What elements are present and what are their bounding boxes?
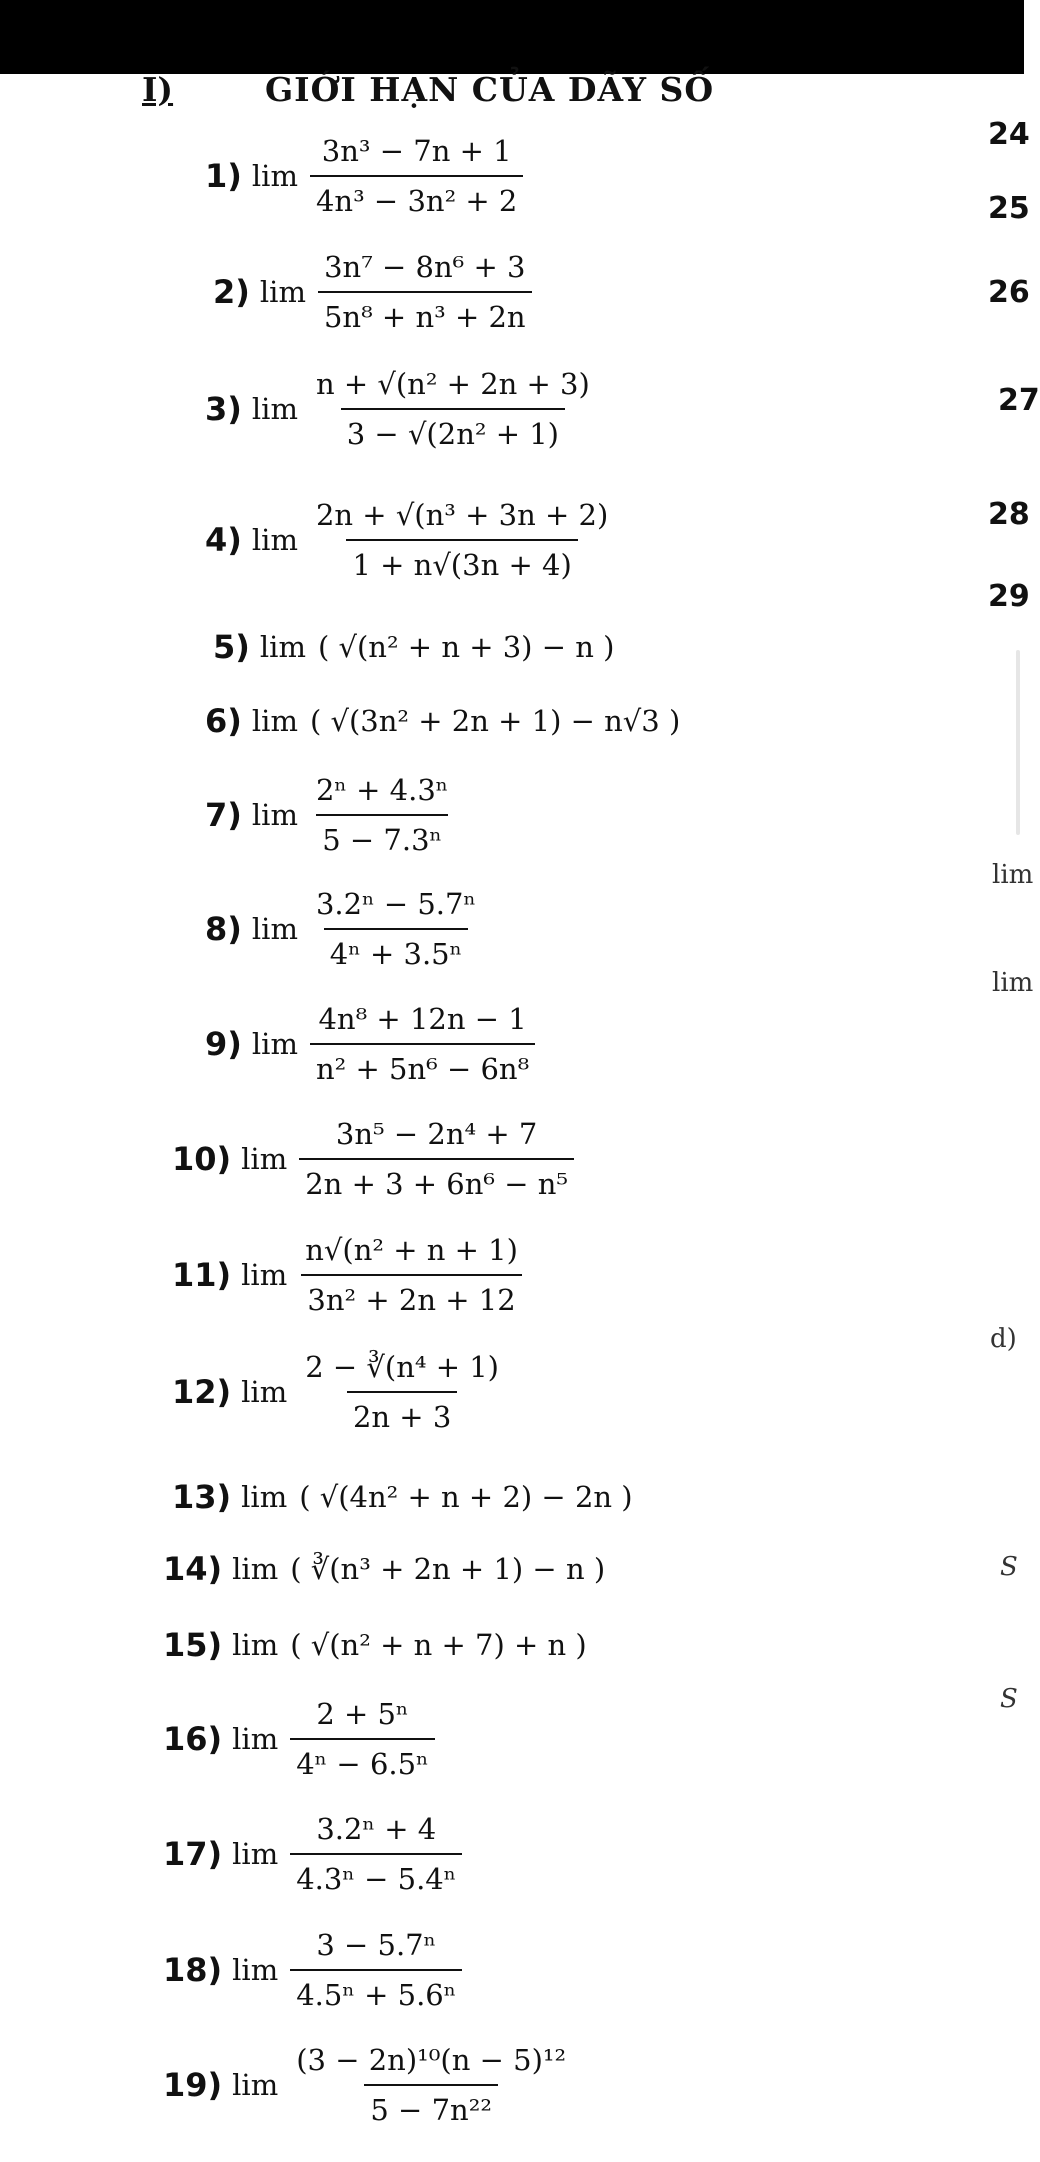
lim-label: lim [251,704,298,738]
problem-number: 2) [213,273,250,311]
numerator: 2n + √(n³ + 3n + 2) [315,498,609,532]
problem-number: 6) [205,702,242,740]
fraction [318,250,532,334]
section-number: I) [142,70,174,109]
fraction [310,367,596,451]
problem-13 [172,1478,633,1516]
problem-number: 8) [205,910,242,948]
top-bar [0,0,1024,74]
fraction [310,498,614,582]
denominator: 1 + n√(3n + 4) [346,539,577,582]
lim-label: lim [232,1552,279,1586]
side-label-d: d) [990,1324,1017,1354]
denominator: 4.5ⁿ + 5.6ⁿ [290,1969,462,2012]
expression: ( √(4n² + n + 2) − 2n ) [299,1480,633,1514]
denominator: 2n + 3 [347,1391,457,1434]
side-lim-a: lim [992,860,1034,890]
problem-7 [205,773,454,857]
denominator: 5 − 7n²² [364,2084,498,2127]
problem-number: 18) [163,1951,223,1989]
problem-number: 4) [205,521,242,559]
denominator: 4ⁿ − 6.5ⁿ [290,1738,434,1781]
lim-label: lim [259,630,306,664]
problem-number: 13) [172,1478,232,1516]
denominator: 4n³ − 3n² + 2 [310,175,523,218]
expression: ( √(3n² + 2n + 1) − n√3 ) [309,704,681,738]
expression: ( √(n² + n + 3) − n ) [317,630,615,664]
problem-12 [172,1350,505,1434]
problem-19 [163,2043,572,2127]
problem-5 [213,628,614,666]
problem-number: 12) [172,1373,232,1411]
problem-16 [163,1697,435,1781]
lim-label: lim [241,1375,288,1409]
numerator: 3n⁵ − 2n⁴ + 7 [335,1117,538,1151]
denominator: 5 − 7.3ⁿ [316,814,448,857]
lim-label: lim [232,1837,279,1871]
problem-18 [163,1928,462,2012]
section-title: GIỚI HẠN CỦA DÃY SỐ [265,70,715,109]
numerator: 3.2ⁿ + 4 [316,1812,437,1846]
fraction [299,1233,524,1317]
numerator: (3 − 2n)¹⁰(n − 5)¹² [296,2043,567,2077]
numerator: 3.2ⁿ − 5.7ⁿ [315,887,477,921]
fraction [299,1117,574,1201]
problem-3 [205,367,596,451]
side-number-28: 28 [988,497,1030,532]
lim-label: lim [251,912,298,946]
lim-label: lim [241,1258,288,1292]
lim-label: lim [251,523,298,557]
problem-8 [205,887,482,971]
problem-number: 9) [205,1025,242,1063]
problem-1 [205,134,523,218]
problem-9 [205,1002,535,1086]
problem-number: 10) [172,1140,232,1178]
lim-label: lim [251,798,298,832]
side-divider [1016,650,1020,835]
problem-6 [205,702,680,740]
lim-label: lim [232,2068,279,2102]
side-number-25: 25 [988,191,1030,226]
problem-number: 14) [163,1550,223,1588]
denominator: 3n² + 2n + 12 [301,1274,521,1317]
lim-label: lim [241,1480,288,1514]
lim-label: lim [232,1722,279,1756]
lim-label: lim [241,1142,288,1176]
lim-label: lim [251,392,298,426]
problem-10 [172,1117,574,1201]
fraction [299,1350,505,1434]
lim-label: lim [251,159,298,193]
numerator: 2 − ∛(n⁴ + 1) [305,1350,500,1384]
fraction [310,773,454,857]
fraction [290,2043,572,2127]
denominator: 4.3ⁿ − 5.4ⁿ [290,1853,462,1896]
fraction [290,1812,462,1896]
denominator: 4ⁿ + 3.5ⁿ [324,928,468,971]
numerator: n + √(n² + 2n + 3) [315,367,590,401]
side-lim-b: lim [992,968,1034,998]
numerator: 2 + 5ⁿ [316,1697,409,1731]
numerator: 3n⁷ − 8n⁶ + 3 [324,250,526,284]
fraction [290,1697,434,1781]
problem-number: 11) [172,1256,232,1294]
expression: ( √(n² + n + 7) + n ) [290,1628,587,1662]
problem-14 [163,1550,605,1588]
fraction [310,1002,535,1086]
numerator: 2ⁿ + 4.3ⁿ [315,773,449,807]
numerator: 4n⁸ + 12n − 1 [318,1002,527,1036]
side-s-b: S [1000,1684,1018,1714]
numerator: n√(n² + n + 1) [305,1233,518,1267]
problem-number: 3) [205,390,242,428]
denominator: 5n⁸ + n³ + 2n [318,291,532,334]
problem-15 [163,1626,587,1664]
lim-label: lim [232,1628,279,1662]
lim-label: lim [232,1953,279,1987]
problem-17 [163,1812,462,1896]
side-number-24: 24 [988,117,1030,152]
problem-11 [172,1233,524,1317]
side-number-26: 26 [988,275,1030,310]
denominator: n² + 5n⁶ − 6n⁸ [310,1043,535,1086]
fraction [310,887,482,971]
problem-number: 17) [163,1835,223,1873]
side-number-29: 29 [988,579,1030,614]
lim-label: lim [259,275,306,309]
lim-label: lim [251,1027,298,1061]
problem-number: 7) [205,796,242,834]
denominator: 2n + 3 + 6n⁶ − n⁵ [299,1158,574,1201]
problem-number: 5) [213,628,250,666]
denominator: 3 − √(2n² + 1) [341,408,565,451]
numerator: 3 − 5.7ⁿ [316,1928,437,1962]
numerator: 3n³ − 7n + 1 [321,134,512,168]
problem-number: 1) [205,157,242,195]
problem-4 [205,498,614,582]
problem-number: 15) [163,1626,223,1664]
fraction [290,1928,462,2012]
problem-number: 16) [163,1720,223,1758]
side-number-27: 27 [998,383,1040,418]
side-s-a: S [1000,1552,1018,1582]
problem-number: 19) [163,2066,223,2104]
fraction [310,134,523,218]
problem-2 [213,250,532,334]
expression: ( ∛(n³ + 2n + 1) − n ) [290,1552,606,1586]
